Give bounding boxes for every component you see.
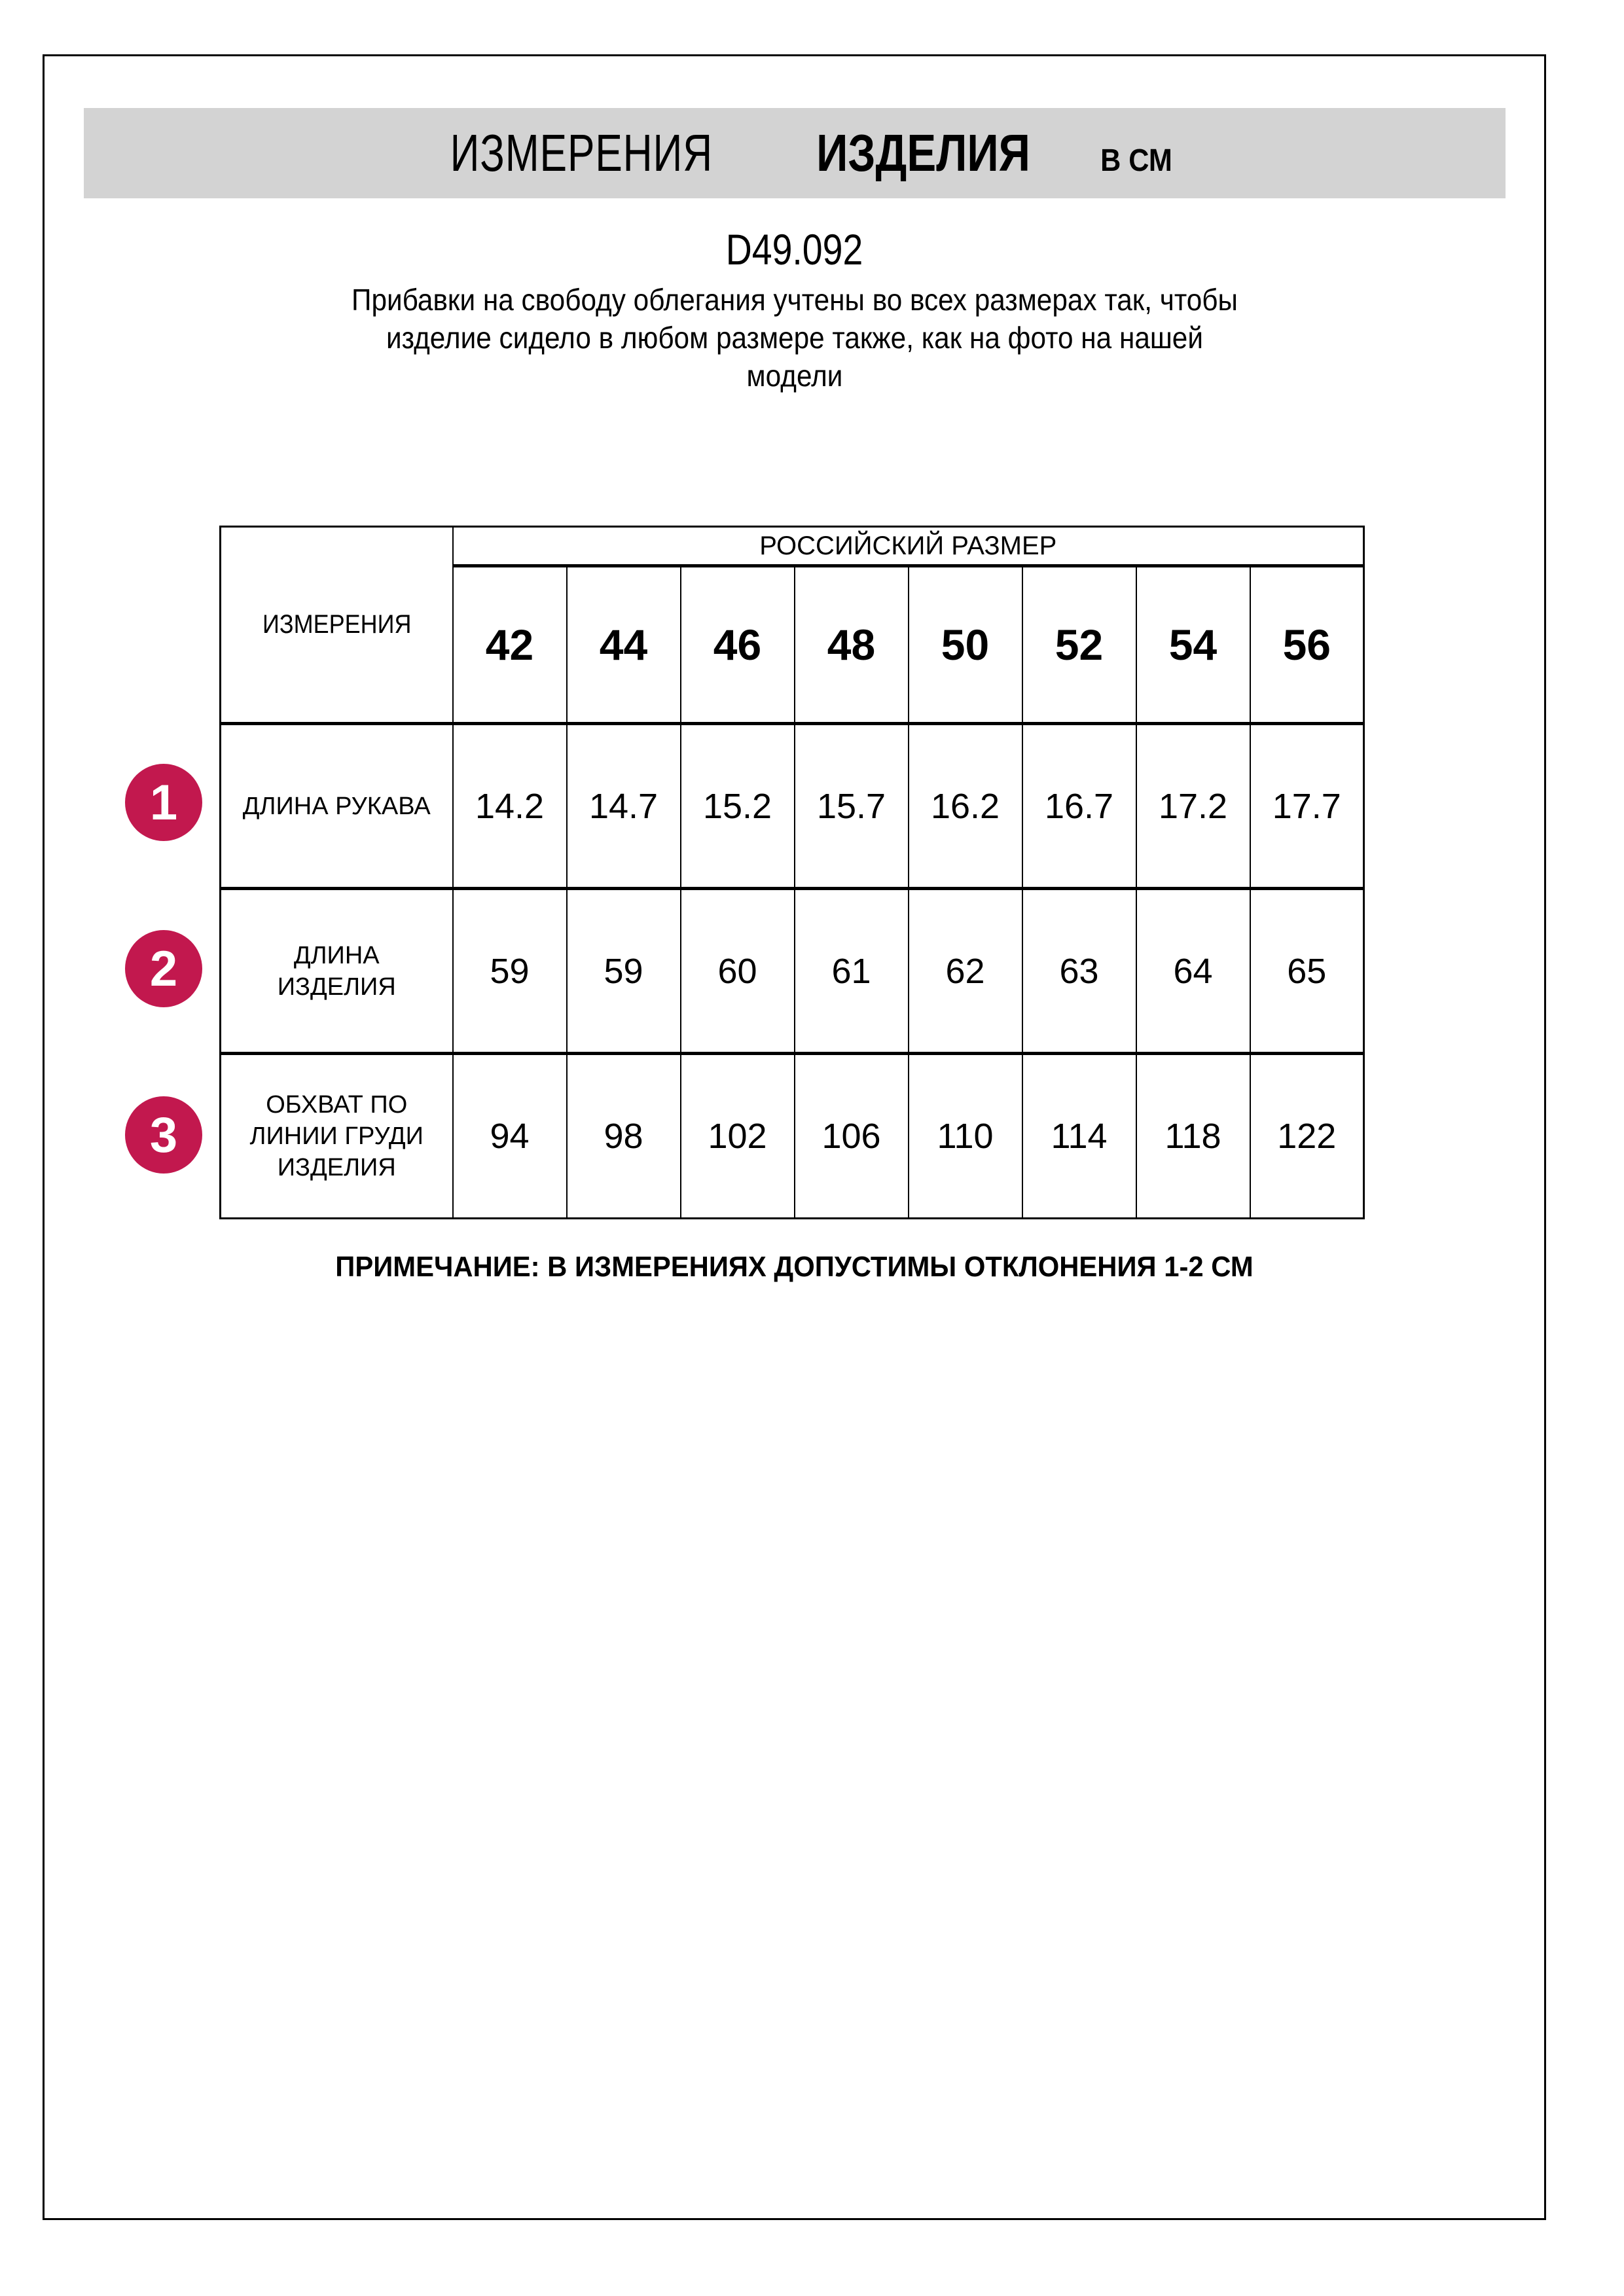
value-cell: 118 [1136,1054,1250,1219]
value-cell: 98 [567,1054,681,1219]
row-label: ОБХВАТ ПО ЛИНИИ ГРУДИ ИЗДЕЛИЯ [221,1054,453,1219]
size-column-header-44: 44 [567,566,681,724]
value-cell: 15.2 [681,724,795,889]
value-cell: 106 [795,1054,909,1219]
value-cell: 16.2 [909,724,1022,889]
value-cell: 122 [1250,1054,1364,1219]
value-cell: 60 [681,889,795,1054]
product-code: D49.092 [725,225,863,274]
size-column-header-52: 52 [1022,566,1136,724]
size-column-header-54: 54 [1136,566,1250,724]
value-cell: 110 [909,1054,1022,1219]
size-column-header-50: 50 [909,566,1022,724]
value-cell: 15.7 [795,724,909,889]
value-cell: 63 [1022,889,1136,1054]
unit-label: В СМ [1100,143,1172,178]
page-border [43,54,1546,2220]
measurements-column-header: ИЗМЕРЕНИЯ [232,527,441,724]
row-number-badge-3 [125,1096,202,1174]
value-cell: 59 [567,889,681,1054]
size-column-header-48: 48 [795,566,909,724]
value-cell: 62 [909,889,1022,1054]
badge-number: 2 [149,941,178,997]
size-table-zone [149,526,1363,1219]
page-title-measurements: ИЗМЕРЕНИЯ [450,124,713,182]
table-row-sleeve-length [221,724,1364,889]
value-cell: 65 [1250,889,1364,1054]
badge-number: 3 [149,1107,178,1163]
table-row-item-length [221,889,1364,1054]
title-bar [84,108,1506,198]
row-label: ДЛИНА ИЗДЕЛИЯ [221,889,453,1054]
value-cell: 14.7 [567,724,681,889]
value-cell: 64 [1136,889,1250,1054]
note-text: ПРИМЕЧАНИЕ: В ИЗМЕРЕНИЯХ ДОПУСТИМЫ ОТКЛОНЕНИЯ 1-2 СМ [335,1251,1254,1283]
value-cell: 17.2 [1136,724,1250,889]
russian-size-group-header: РОССИЙСКИЙ РАЗМЕР [453,527,1364,566]
row-number-badge-1 [125,764,202,841]
table-header-row-group [221,527,1364,566]
table-row-chest-girth [221,1054,1364,1219]
size-column-header-42: 42 [453,566,567,724]
row-label: ДЛИНА РУКАВА [221,724,453,889]
value-cell: 102 [681,1054,795,1219]
value-cell: 114 [1022,1054,1136,1219]
value-cell: 61 [795,889,909,1054]
value-cell: 94 [453,1054,567,1219]
page-title-product: ИЗДЕЛИЯ [816,124,1030,182]
row-number-badge-2 [125,930,202,1007]
value-cell: 16.7 [1022,724,1136,889]
size-column-header-46: 46 [681,566,795,724]
size-column-header-56: 56 [1250,566,1364,724]
value-cell: 59 [453,889,567,1054]
badge-number: 1 [149,774,178,831]
value-cell: 17.7 [1250,724,1364,889]
value-cell: 14.2 [453,724,567,889]
size-table [219,526,1365,1219]
description-text: Прибавки на свободу облегания учтены во всех размерах так, чтобы изделие сидело в любом размере также, как на фото на нашей модели [351,283,1238,393]
